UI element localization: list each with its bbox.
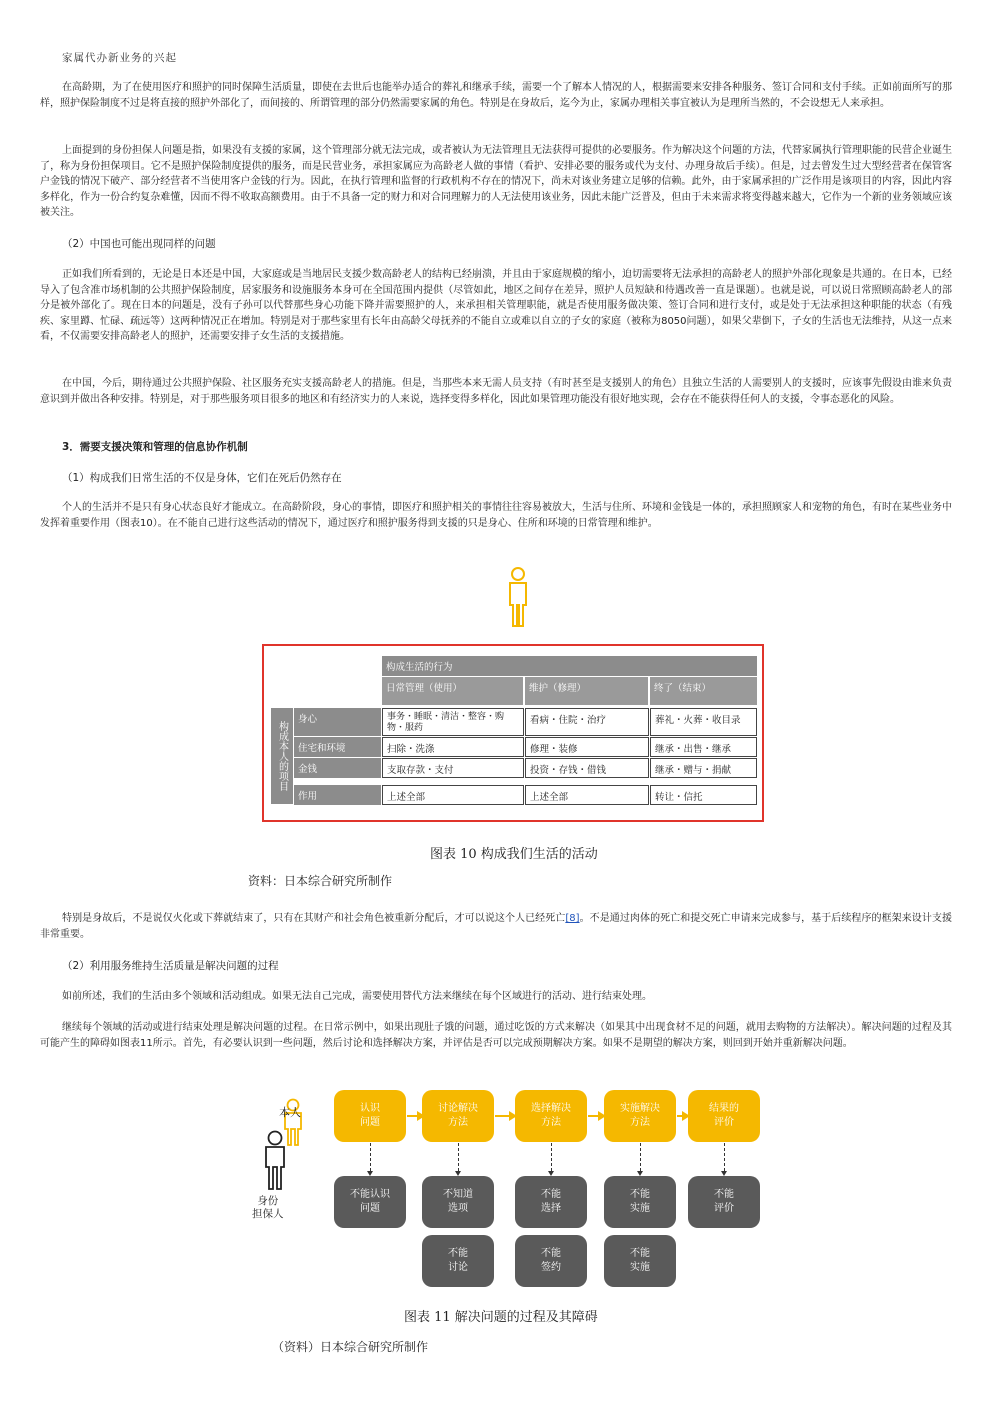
table-cell: 支取存款・支付	[382, 758, 524, 778]
paragraph: 在中国，今后，期待通过公共照护保险、社区服务充实支援高龄老人的措施。但是，当那些本来无需人员支持（有时甚至是支援别人的角色）且独立生活的人需要别人的支援时，应该事先假设由谁来负责意识到并做出各种安排。特别是，对于那些服务项目很多的地区和有经济实力的人来说，选择变得多样化，因此如果管理功能没有很好地实现，会存在不能获得任何人的支援，令事态恶化的风险。	[40, 378, 952, 405]
flow-arrow	[677, 1115, 682, 1117]
flow-arrow	[588, 1115, 598, 1117]
table-cell: 投资・存钱・借钱	[525, 758, 649, 778]
dashed-connector	[458, 1143, 459, 1171]
table-cell: 继承・出售・继承	[650, 737, 757, 757]
table-cell: 上述全部	[525, 785, 649, 805]
figure-caption: 图表 10 构成我们生活的活动	[430, 847, 598, 862]
barrier-box: 不能认识 问题	[334, 1176, 406, 1228]
paragraph: 正如我们所看到的，无论是日本还是中国，大家庭或是当地居民支援少数高龄老人的结构已经崩溃，并且由于家庭规模的缩小，迫切需要将无法承担的高龄老人的照护外部化现象是共通的。在日本，已经导入了包含准市场机制的公共照护保险制度，居家服务和设施服务本身可在全国范围内提供（尽管如此，地区之间存在差异，照护人员短缺和待遇改善一直是课题）。也就是说，可以说日常照顾高龄老人的部分是被外部化了。现在日本的问题是，没有子孙可以代替那些身心功能下降并需要照护的人，来承担相关管理职能，就是否使用服务做决策、签订合同和进行支付，或是处于无法承担这种职能的状态（有残疾、家里蹲、忙碌、疏远等）这两种情况正在增加。特别是对于那些家里有长年由高龄父母抚养的不能自立或难以自立的子女的家庭（被称为8050问题），如果父辈倒下，子女的生活也无法维持，从这一点来看，不仅需要安排高龄老人的照护，还需要安排子女生活的支援措施。	[40, 269, 952, 342]
side-label: 构成本人的项目	[271, 708, 293, 804]
paragraph-text: 特别是身故后，不是说仅火化或下葬就结束了，只有在其财产和社会角色被重新分配后，才可以说这个人已经死亡	[62, 913, 566, 924]
flow-arrow	[407, 1115, 417, 1117]
person-label: 本人	[279, 1106, 301, 1119]
table-cell: 事务・睡眠・清洁・整容・购物・服药	[382, 708, 524, 736]
table-top-header: 构成生活的行为	[382, 656, 757, 676]
step-box: 讨论解决 方法	[422, 1090, 494, 1142]
guarantor-icon	[262, 1130, 288, 1192]
step-box: 结果的 评价	[688, 1090, 760, 1142]
section-heading: （2）中国也可能出现同样的问题	[62, 238, 216, 250]
figure-caption: 图表 11 解决问题的过程及其障碍	[404, 1310, 598, 1325]
section-heading: （2）利用服务维持生活质量是解决问题的过程	[62, 960, 279, 972]
footnote-link[interactable]: [8]	[565, 913, 580, 924]
table-cell: 葬礼・火葬・收目录	[650, 708, 757, 736]
figure-source: （资料）日本综合研究所制作	[272, 1340, 429, 1354]
table-cell: 扫除・洗涤	[382, 737, 524, 757]
paragraph: 上面提到的身份担保人问题是指，如果没有支援的家属，这个管理部分就无法完成，或者被认为无法管理且无法获得可提供的必要服务。作为解决这个问题的方法，代替家属执行管理职能的民营企业诞生了，称为身份担保项目。它不是照护保险制度提供的服务，而是民营业务，承担家属应为高龄老人做的事情（看护、安排必要的服务或代为支付、办理身故后手续）。但是，过去曾发生过大型经营者在保管客户金钱的情况下破产、部分经营者不当使用客户金钱的行为。因此，在执行管理和监督的行政机构不存在的情况下，尚未对该业务建立足够的信赖。此外，由于家属承担的广泛作用是该项目的内容，因此内容多样化，作为一份合约复杂难懂，因而不得不收取高额费用。由于不具备一定的财力和对合同理解力的人无法使用该业务，因此未能广泛普及，但由于未来需求将变得越来越大，它作为一个新的业务领域应该被关注。	[40, 145, 952, 218]
barrier-box: 不能 讨论	[422, 1235, 494, 1287]
running-header: 家属代办新业务的兴起	[62, 52, 177, 64]
guarantor-label: 身份 担保人	[252, 1195, 284, 1220]
person-icon	[506, 566, 530, 628]
barrier-box: 不知道 选项	[422, 1176, 494, 1228]
paragraph: 在高龄期，为了在使用医疗和照护的同时保障生活质量，即使在去世后也能举办适合的葬礼和继承手续，需要一个了解本人情况的人，根据需要来安排各种服务、签订合同和支付手续。正如前面所写的那样，照护保险制度不过是将直接的照护外部化了，而间接的、所谓管理的部分仍然需要家属的角色。特别是在身故后，迄今为止，家属办理相关事宜被认为是理所当然的，不会设想无人来承担。	[40, 82, 952, 109]
paragraph	[40, 911, 952, 942]
dashed-connector	[640, 1143, 641, 1171]
paragraph: 如前所述，我们的生活由多个领域和活动组成。如果无法自己完成，需要使用替代方法来继续在每个区域进行的活动、进行结束处理。	[62, 991, 652, 1002]
step-box: 认识 问题	[334, 1090, 406, 1142]
col-header: 终了（结束）	[650, 677, 757, 705]
dashed-connector	[551, 1143, 552, 1171]
table-cell: 看病・住院・治疗	[525, 708, 649, 736]
barrier-box: 不能 评价	[688, 1176, 760, 1228]
step-box: 实施解决 方法	[604, 1090, 676, 1142]
paragraph: 继续每个领域的活动或进行结束处理是解决问题的过程。在日常示例中，如果出现肚子饿的问题，通过吃饭的方式来解决（如果其中出现食材不足的问题，就用去购物的方法解决）。解决问题的过程及其可能产生的障碍如图表11所示。首先，有必要认识到一些问题，然后讨论和选择解决方案，并评估是否可以完成预期解决方案。如果不是期望的解决方案，则回到开始并重新解决问题。	[40, 1022, 952, 1049]
paragraph-text: 。不是通过肉体的死亡和提交死亡申请来完成参与，基于后续程序的框架来设计支援非常重要。	[40, 913, 953, 940]
section-heading: （1）构成我们日常生活的不仅是身体，它们在死后仍然存在	[62, 472, 342, 484]
table-cell: 继承・赠与・捐献	[650, 758, 757, 778]
col-header: 日常管理（使用）	[382, 677, 524, 705]
table-cell: 修理・装修	[525, 737, 649, 757]
barrier-box: 不能 选择	[515, 1176, 587, 1228]
barrier-box: 不能 签约	[515, 1235, 587, 1287]
section-heading: 3．需要支援决策和管理的信息协作机制	[62, 441, 248, 453]
col-header: 维护（修理）	[525, 677, 649, 705]
paragraph: 个人的生活并不是只有身心状态良好才能成立。在高龄阶段，身心的事情，即医疗和照护相关的事情往往容易被放大，生活与住所、环境和金钱是一体的，承担照顾家人和宠物的角色，有时在某些业务中发挥着重要作用（图表10）。在不能自己进行这些活动的情况下，通过医疗和照护服务得到支援的只是身心、住所和环境的日常管理和维护。	[40, 502, 952, 529]
figure-source: 资料：日本综合研究所制作	[248, 874, 393, 888]
row-label: 作用	[294, 785, 381, 805]
table-cell: 上述全部	[382, 785, 524, 805]
figure-10-table	[262, 644, 764, 822]
row-label: 住宅和环境	[294, 737, 381, 757]
dashed-connector	[370, 1143, 371, 1171]
flow-arrow	[495, 1115, 509, 1117]
row-label: 金钱	[294, 758, 381, 778]
row-label: 身心	[294, 708, 381, 736]
barrier-box: 不能 实施	[604, 1235, 676, 1287]
step-box: 选择解决 方法	[515, 1090, 587, 1142]
table-cell: 转让・信托	[650, 785, 757, 805]
barrier-box: 不能 实施	[604, 1176, 676, 1228]
dashed-connector	[724, 1143, 725, 1171]
